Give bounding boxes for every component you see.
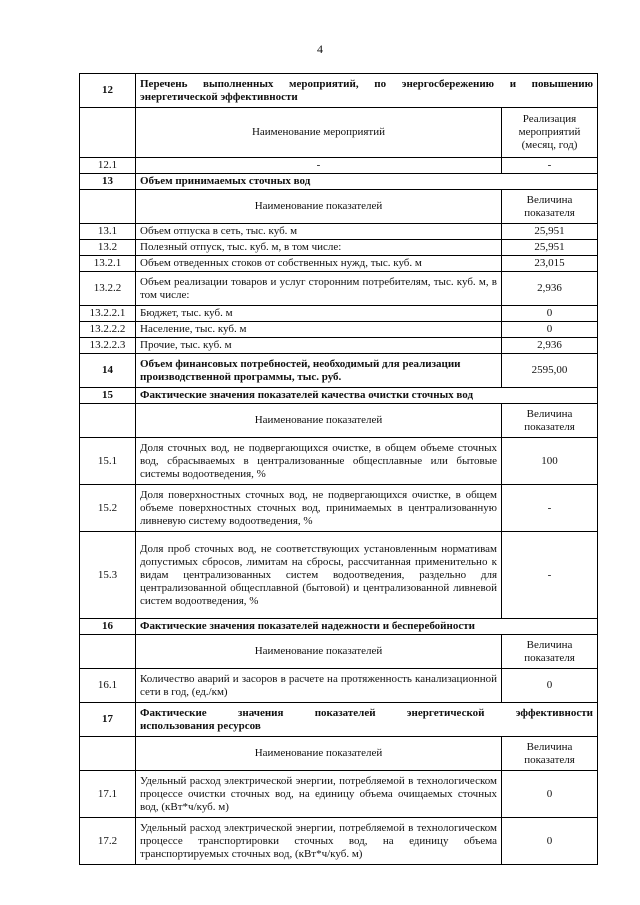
row-value: - <box>502 532 598 619</box>
row-value: - <box>502 158 598 174</box>
page-number: 4 <box>317 42 323 56</box>
section-14-row <box>80 354 598 388</box>
row-number: 15.1 <box>80 438 136 485</box>
row-number: 16.1 <box>80 669 136 703</box>
section-title: Фактические значения показателей надежности и бесперебойности <box>136 619 598 635</box>
section-13-header-row <box>80 190 598 224</box>
row-number: 13.1 <box>80 224 136 240</box>
column-header-name: Наименование мероприятий <box>136 108 502 158</box>
section-number: 12 <box>80 74 136 108</box>
table-row <box>80 338 598 354</box>
section-title-line-1: Фактические значения показателей энергетической эффективности <box>140 706 594 719</box>
row-name: Полезный отпуск, тыс. куб. м, в том числе: <box>136 240 502 256</box>
section-title: Перечень выполненных мероприятий, по энергосбережению и повышению энергетической эффективности <box>136 74 598 108</box>
section-number: 15 <box>80 388 136 404</box>
section-16-row <box>80 619 598 635</box>
table-row <box>80 532 598 619</box>
table-row <box>80 240 598 256</box>
row-number: 13.2 <box>80 240 136 256</box>
section-16-header-row <box>80 635 598 669</box>
table-row <box>80 256 598 272</box>
section-title <box>136 703 598 737</box>
column-header-name: Наименование показателей <box>136 635 502 669</box>
row-name: Удельный расход электрической энергии, потребляемой в технологическом процессе очистки сточных вод, на единицу объема очищаемых сточных вод, (кВт*ч/куб. м) <box>136 771 502 818</box>
table-row <box>80 669 598 703</box>
column-header-value: Величина показателя <box>502 190 598 224</box>
row-number: 15.2 <box>80 485 136 532</box>
row-value: 0 <box>502 322 598 338</box>
section-title: Объем принимаемых сточных вод <box>136 174 598 190</box>
column-header-value: Реализация мероприятий (месяц, год) <box>502 108 598 158</box>
row-number: 13.2.2.2 <box>80 322 136 338</box>
section-17-header-row <box>80 737 598 771</box>
row-name: Объем реализации товаров и услуг сторонним потребителям, тыс. куб. м, в том числе: <box>136 272 502 306</box>
section-number: 16 <box>80 619 136 635</box>
column-header-value: Величина показателя <box>502 404 598 438</box>
row-name: Бюджет, тыс. куб. м <box>136 306 502 322</box>
row-number: 15.3 <box>80 532 136 619</box>
row-value: 0 <box>502 306 598 322</box>
section-12-row <box>80 74 598 108</box>
row-name: Доля сточных вод, не подвергающихся очистке, в общем объеме сточных вод, сбрасываемых в централизованные общесплавные или бытовые системы водоотведения, % <box>136 438 502 485</box>
table-row <box>80 771 598 818</box>
section-17-row <box>80 703 598 737</box>
row-number: 13.2.2.1 <box>80 306 136 322</box>
row-number: 17.2 <box>80 818 136 865</box>
column-header-value: Величина показателя <box>502 737 598 771</box>
row-name: Прочие, тыс. куб. м <box>136 338 502 354</box>
row-name: Удельный расход электрической энергии, потребляемой в технологическом процессе транспортировки сточных вод, на единицу объема транспортируемых сточных вод, (кВт*ч/куб. м) <box>136 818 502 865</box>
row-name: Население, тыс. куб. м <box>136 322 502 338</box>
row-value: 2,936 <box>502 272 598 306</box>
report-table <box>79 73 598 865</box>
section-13-row <box>80 174 598 190</box>
table-row <box>80 272 598 306</box>
row-number: 13.2.2 <box>80 272 136 306</box>
row-value: 2595,00 <box>502 354 598 388</box>
row-name: Объем отведенных стоков от собственных нужд, тыс. куб. м <box>136 256 502 272</box>
row-value: 2,936 <box>502 338 598 354</box>
row-value: 0 <box>502 771 598 818</box>
row-value: 25,951 <box>502 240 598 256</box>
column-header-name: Наименование показателей <box>136 737 502 771</box>
section-title: Объем финансовых потребностей, необходимый для реализации производственной программы, тыс. руб. <box>136 354 502 388</box>
section-15-header-row <box>80 404 598 438</box>
row-name: Объем отпуска в сеть, тыс. куб. м <box>136 224 502 240</box>
section-title-line-2: использования ресурсов <box>140 719 261 732</box>
table-row <box>80 438 598 485</box>
row-number: 17.1 <box>80 771 136 818</box>
table-row <box>80 306 598 322</box>
column-header-name: Наименование показателей <box>136 190 502 224</box>
table-row <box>80 485 598 532</box>
table-row <box>80 158 598 174</box>
row-name: Количество аварий и засоров в расчете на протяженность канализационной сети в год, (ед./км) <box>136 669 502 703</box>
row-name: - <box>136 158 502 174</box>
table-row <box>80 818 598 865</box>
row-number: 13.2.2.3 <box>80 338 136 354</box>
row-number: 13.2.1 <box>80 256 136 272</box>
row-value: 23,015 <box>502 256 598 272</box>
row-value: 0 <box>502 818 598 865</box>
section-15-row <box>80 388 598 404</box>
section-title: Фактические значения показателей качества очистки сточных вод <box>136 388 598 404</box>
column-header-name: Наименование показателей <box>136 404 502 438</box>
row-name: Доля поверхностных сточных вод, не подвергающихся очистке, в общем объеме поверхностных сточных вод, принимаемых в централизованную ливневую систему водоотведения, % <box>136 485 502 532</box>
row-name: Доля проб сточных вод, не соответствующих установленным нормативам допустимых сбросов, лимитам на сбросы, рассчитанная применительно к видам централизованных систем водоотведения, раздельно для централизованной общесплавной (бытовой) и централизованной ливневой систем водоотведения, % <box>136 532 502 619</box>
row-value: 25,951 <box>502 224 598 240</box>
section-number: 13 <box>80 174 136 190</box>
section-number: 17 <box>80 703 136 737</box>
column-header-value: Величина показателя <box>502 635 598 669</box>
section-12-header-row <box>80 108 598 158</box>
section-number: 14 <box>80 354 136 388</box>
table-row <box>80 224 598 240</box>
row-value: 0 <box>502 669 598 703</box>
row-number: 12.1 <box>80 158 136 174</box>
table-row <box>80 322 598 338</box>
row-value: - <box>502 485 598 532</box>
row-value: 100 <box>502 438 598 485</box>
